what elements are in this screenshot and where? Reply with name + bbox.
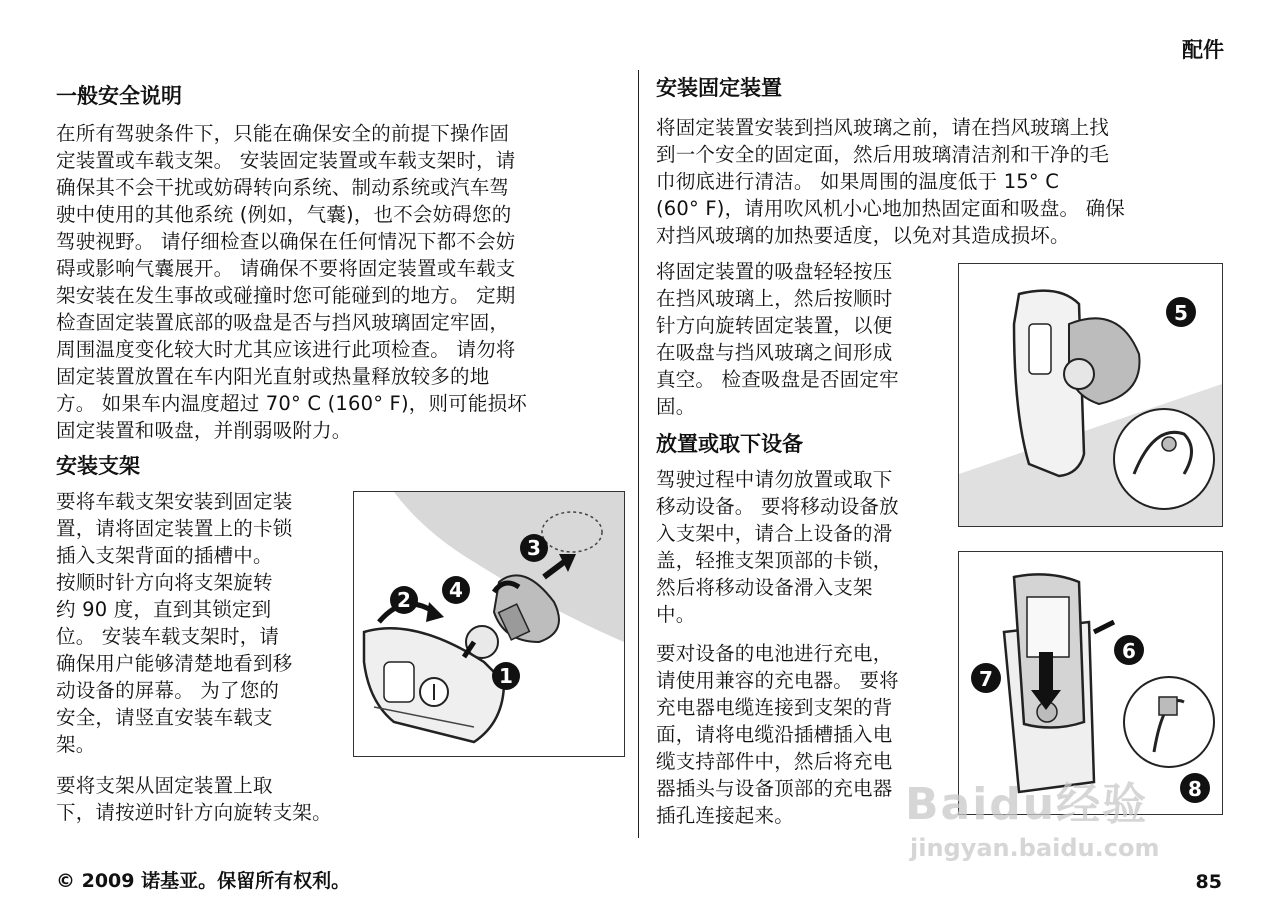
general-safety-heading: 一般安全说明 (56, 84, 182, 108)
place-device-heading: 放置或取下设备 (656, 432, 803, 456)
phone-in-holder-drawing (1004, 574, 1114, 792)
charge-device-body: 要对设备的电池进行充电， 请使用兼容的充电器。 要将 充电器电缆连接到支架的背 面，请将电缆沿插槽插入电 缆支持部件中，然后将充电 器插头与设备顶部的充电器 插孔连接起来。 (656, 642, 899, 827)
press-mount-body: 将固定装置的吸盘轻轻按压 在挡风玻璃上，然后按顺时 针方向旋转固定装置，以便 在吸盘与挡风玻璃之间形成 真空。 检查吸盘是否固定牢 固。 (656, 260, 899, 418)
marker-8: 8 (1188, 777, 1202, 801)
marker-4: 4 (449, 578, 463, 602)
marker-3: 3 (527, 536, 541, 560)
install-mount-body: 将固定装置安装到挡风玻璃之前，请在挡风玻璃上找 到一个安全的固定面，然后用玻璃清洁剂和干净的毛 巾彻底进行清洁。 如果周围的温度低于 15° C (60° F)，请用吹风机小心地加热固定面和吸盘。 确保 对挡风玻璃的加热要适度，以免对其造成损坏。 (656, 116, 1125, 247)
mount-attach-figure (958, 263, 1223, 527)
marker-5: 5 (1174, 301, 1188, 325)
holder-install-figure (353, 491, 625, 757)
marker-6: 6 (1122, 639, 1136, 663)
general-safety-body: 在所有驾驶条件下，只能在确保安全的前提下操作固 定装置或车载支架。 安装固定装置或车载支架时，请 确保其不会干扰或妨碍转向系统、制动系统或汽车驾 驶中使用的其他系统 (例如，气囊)，也不会妨碍您的 驾驶视野。 请仔细检查以确保在任何情况下都不会妨 碍或影响气囊展开。 请确保不要将固定装置或车载支 架安装在发生事故或碰撞时您可能碰到的地方。 定期 检查固定装置底部的吸盘是否与挡风玻璃固定牢固， 周围温度变化较大时尤其应该进行此项检查。 请勿将 固定装置放置在车内阳光直射或热量释放较多的地 方。 如果车内温度超过 70° C (160° F)，则可能损坏 固定装置和吸盘，并削弱吸附力。 (56, 122, 527, 442)
copyright: © 2009 诺基亚。保留所有权利。 (56, 870, 351, 892)
watermark-url: jingyan.baidu.com (910, 834, 1160, 862)
marker-2: 2 (397, 588, 411, 612)
place-device-body: 驾驶过程中请勿放置或取下 移动设备。 要将移动设备放 入支架中，请合上设备的滑 盖，轻推支架顶部的卡锁， 然后将移动设备滑入支架 中。 (656, 468, 899, 626)
watermark-logo: Baidu经验 (905, 779, 1149, 830)
install-holder-body: 要将车载支架安装到固定装 置，请将固定装置上的卡锁 插入支架背面的插槽中。 按顺时针方向将支架旋转 约 90 度，直到其锁定到 位。 安装车载支架时，请 确保用户能够清楚地看到移 动设备的屏幕。 为了您的 安全，请竖直安装车载支 架。 (56, 490, 293, 756)
section-title: 配件 (1182, 38, 1224, 62)
page-number: 85 (1195, 871, 1222, 893)
marker-7: 7 (979, 667, 993, 691)
install-mount-heading: 安装固定装置 (656, 76, 782, 100)
marker-1: 1 (499, 664, 513, 688)
remove-holder-body: 要将支架从固定装置上取 下，请按逆时针方向旋转支架。 (56, 774, 332, 824)
column-divider (638, 70, 639, 838)
install-holder-heading: 安装支架 (56, 454, 140, 478)
